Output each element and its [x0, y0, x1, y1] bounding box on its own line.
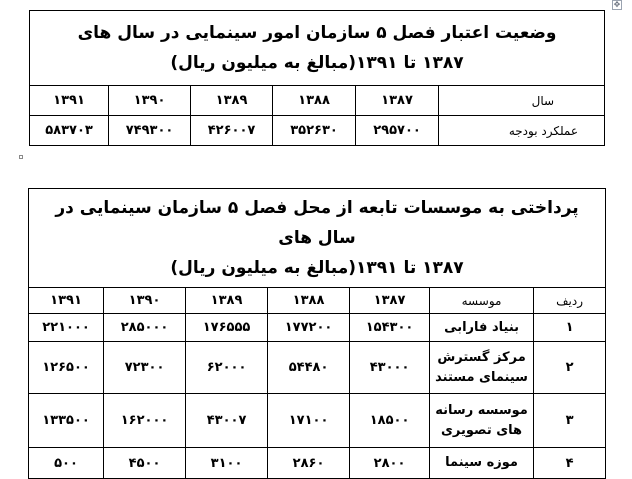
payment-value: ۲۸۶۰ [268, 448, 350, 479]
payment-value: ۲۸۰۰ [350, 448, 430, 479]
table-row [29, 394, 606, 448]
year-header-label: سال [439, 86, 605, 116]
table-row [29, 314, 606, 342]
payment-value: ۵۰۰ [29, 448, 104, 479]
move-handle-icon[interactable]: ✥ [613, 0, 621, 9]
payment-value: ۱۵۴۳۰۰ [350, 314, 430, 342]
year-header: ۱۳۸۷ [356, 86, 439, 116]
row-number: ۳ [534, 394, 606, 448]
title-line-2: ۱۳۸۷ تا ۱۳۹۱(مبالغ به میلیون ریال) [170, 53, 464, 73]
title-line-1: وضعیت اعتبار فصل ۵ سازمان امور سینمایی در سال های [77, 23, 557, 43]
payment-value: ۴۳۰۰۰ [350, 342, 430, 394]
payment-value: ۲۸۵۰۰۰ [104, 314, 186, 342]
year-header: ۱۳۹۰ [109, 86, 191, 116]
year-header: ۱۳۹۰ [104, 288, 186, 314]
row-number-header: ردیف [534, 288, 606, 314]
payment-value: ۴۳۰۰۷ [186, 394, 268, 448]
institution-name: موزه سینما [430, 448, 534, 479]
budget-value: ۴۲۶۰۰۷ [191, 116, 273, 146]
resize-handle[interactable] [19, 155, 23, 159]
payment-value: ۱۶۲۰۰۰ [104, 394, 186, 448]
payment-value: ۴۵۰۰ [104, 448, 186, 479]
budget-value: ۳۵۲۶۳۰ [273, 116, 356, 146]
institution-name: موسسه رسانه های تصویری [430, 394, 534, 448]
payment-value: ۱۳۳۵۰۰ [29, 394, 104, 448]
budget-table [29, 10, 605, 146]
table-row [29, 342, 606, 394]
table-title [30, 11, 605, 86]
title-line-2: ۱۳۸۷ تا ۱۳۹۱(مبالغ به میلیون ریال) [170, 258, 464, 278]
budget-value: ۵۸۳۷۰۳ [30, 116, 109, 146]
institution-name: بنیاد فارابی [430, 314, 534, 342]
payment-value: ۱۷۷۲۰۰ [268, 314, 350, 342]
payment-value: ۱۷۶۵۵۵ [186, 314, 268, 342]
payment-value: ۲۲۱۰۰۰ [29, 314, 104, 342]
payments-table [28, 188, 606, 479]
row-number: ۲ [534, 342, 606, 394]
payment-value: ۳۱۰۰ [186, 448, 268, 479]
year-header: ۱۳۸۸ [268, 288, 350, 314]
year-header: ۱۳۸۹ [186, 288, 268, 314]
payment-value: ۱۸۵۰۰ [350, 394, 430, 448]
title-line-1: پرداختی به موسسات تابعه از محل فصل ۵ سازمان سینمایی در سال های [55, 198, 579, 248]
row-label: عملکرد بودجه [439, 116, 605, 146]
table-row [29, 448, 606, 479]
year-header: ۱۳۹۱ [29, 288, 104, 314]
table-title [29, 189, 606, 288]
budget-value: ۷۴۹۳۰۰ [109, 116, 191, 146]
institution-header: موسسه [430, 288, 534, 314]
row-number: ۱ [534, 314, 606, 342]
institution-name: مرکز گسترش سینمای مستند [430, 342, 534, 394]
payment-value: ۱۲۶۵۰۰ [29, 342, 104, 394]
payment-value: ۵۴۴۸۰ [268, 342, 350, 394]
year-header: ۱۳۸۸ [273, 86, 356, 116]
payment-value: ۶۲۰۰۰ [186, 342, 268, 394]
row-number: ۴ [534, 448, 606, 479]
payment-value: ۷۲۳۰۰ [104, 342, 186, 394]
year-header: ۱۳۸۹ [191, 86, 273, 116]
year-header: ۱۳۹۱ [30, 86, 109, 116]
payment-value: ۱۷۱۰۰ [268, 394, 350, 448]
budget-value: ۲۹۵۷۰۰ [356, 116, 439, 146]
year-header: ۱۳۸۷ [350, 288, 430, 314]
